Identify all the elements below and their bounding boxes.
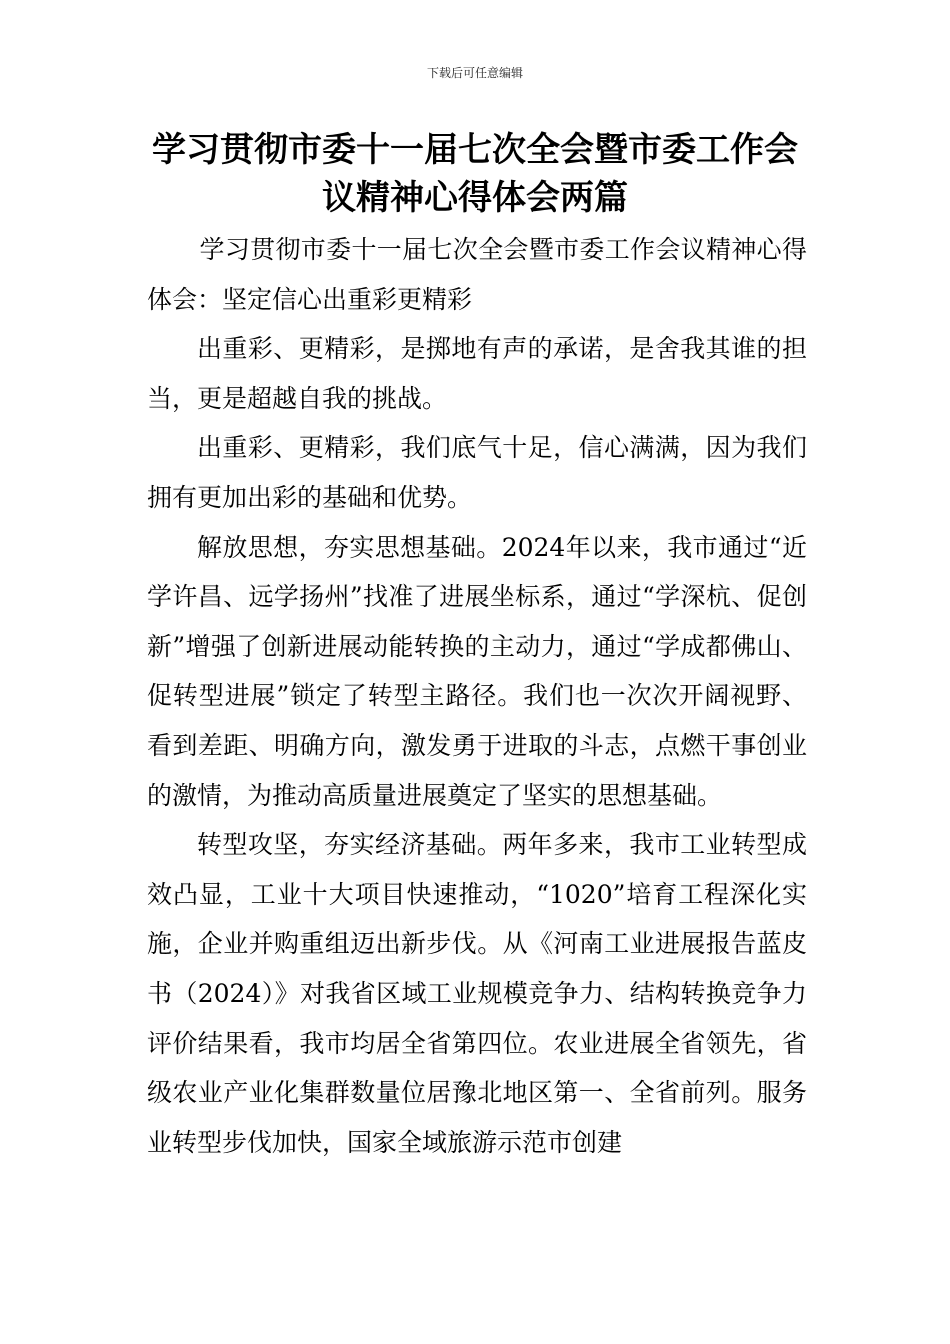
header-note: 下载后可任意编辑	[426, 66, 523, 80]
body-paragraph: 出重彩、更精彩，我们底气十足，信心满满，因为我们拥有更加出彩的基础和优势。	[147, 433, 807, 512]
document-body	[147, 225, 807, 1167]
body-paragraph: 解放思想，夯实思想基础。2024年以来，我市通过“近学许昌、远学扬州”找准了进展坐标系，通过“学深杭、促创新”增强了创新进展动能转换的主动力，通过“学成都佛山、促转型进展”锁定了转型主路径。我们也一次次开阔视野、看到差距、明确方向，激发勇于进取的斗志，点燃干事创业的激情，为推动高质量进展奠定了坚实的思想基础。	[147, 532, 807, 810]
body-paragraph: 转型攻坚，夯实经济基础。两年多来，我市工业转型成效凸显，工业十大项目快速推动，“1020”培育工程深化实施，企业并购重组迈出新步伐。从《河南工业进展报告蓝皮书（2024）》对我省区域工业规模竞争力、结构转换竞争力评价结果看，我市均居全省第四位。农业进展全省领先，省级农业产业化集群数量位居豫北地区第一、全省前列。服务业转型步伐加快，国家全域旅游示范市创建	[147, 830, 807, 1157]
body-paragraph: 出重彩、更精彩，是掷地有声的承诺，是舍我其谁的担当，更是超越自我的挑战。	[147, 334, 807, 413]
subtitle-paragraph: 学习贯彻市委十一届七次全会暨市委工作会议精神心得体会：坚定信心出重彩更精彩	[147, 235, 807, 314]
document-title: 学习贯彻市委十一届七次全会暨市委工作会议精神心得体会两篇	[152, 130, 798, 218]
